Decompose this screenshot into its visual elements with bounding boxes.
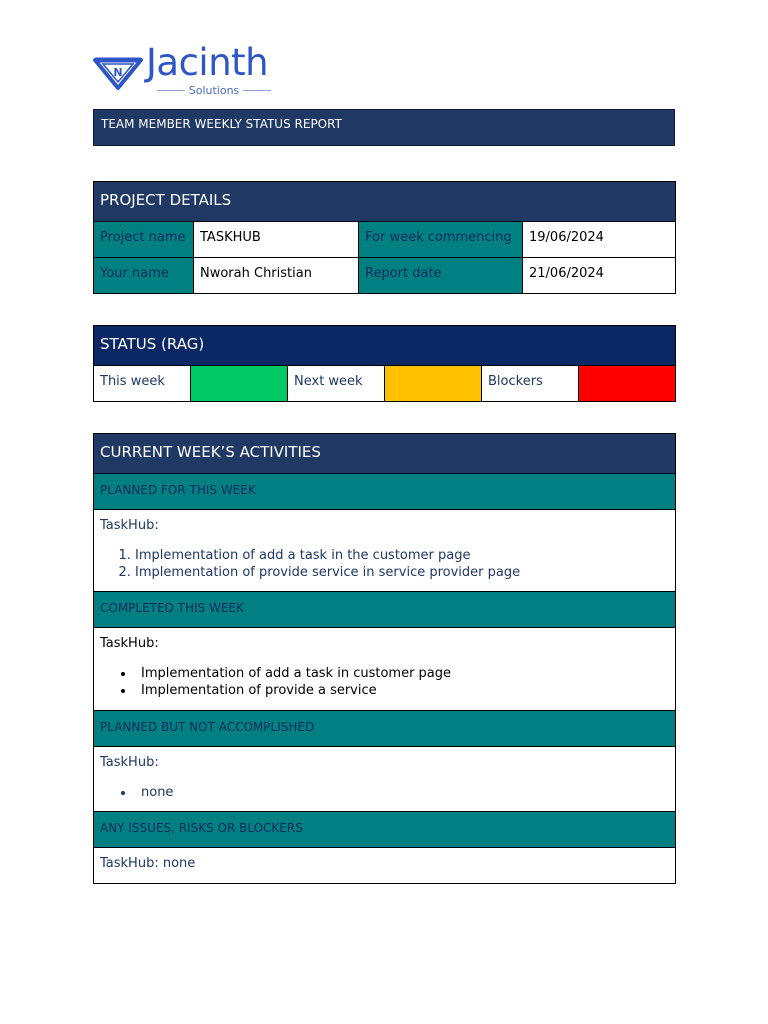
this-week-rag-indicator (191, 366, 288, 402)
planned-section (94, 510, 676, 592)
not-accomplished-lead: TaskHub: (100, 755, 159, 770)
week-commencing-value: 19/06/2024 (523, 222, 676, 258)
activities-table (93, 433, 676, 884)
project-details-heading: PROJECT DETAILS (94, 182, 676, 222)
next-week-label: Next week (288, 366, 385, 402)
list-item: • Implementation of add a task in customer page (135, 665, 669, 682)
project-details-table (93, 181, 676, 294)
blockers-label: Blockers (482, 366, 579, 402)
report-date-value: 21/06/2024 (523, 258, 676, 294)
logo-wordmark: Jacinth (146, 41, 269, 84)
this-week-label: This week (94, 366, 191, 402)
completed-list (100, 665, 669, 699)
project-name-label: Project name (94, 222, 194, 258)
your-name-label: Your name (94, 258, 194, 294)
not-accomplished-section (94, 747, 676, 812)
completed-lead: TaskHub: (100, 636, 159, 651)
logo-tagline-text: Solutions (188, 83, 240, 97)
logo-tagline (157, 83, 271, 97)
report-date-label: Report date (359, 258, 523, 294)
planned-lead: TaskHub: (100, 518, 159, 533)
report-title: TEAM MEMBER WEEKLY STATUS REPORT (93, 109, 675, 146)
completed-heading: COMPLETED THIS WEEK (94, 592, 676, 628)
your-name-value: Nworah Christian (194, 258, 359, 294)
issues-text: TaskHub: none (94, 848, 676, 884)
not-accomplished-list (100, 784, 669, 801)
status-rag-table (93, 325, 676, 402)
diamond-logo-icon (93, 52, 143, 92)
list-item: 1. Implementation of add a task in the customer page (135, 547, 669, 564)
issues-heading: ANY ISSUES, RISKS OR BLOCKERS (94, 812, 676, 848)
not-accomplished-heading: PLANNED BUT NOT ACCOMPLISHED (94, 711, 676, 747)
company-logo (93, 41, 293, 100)
blockers-rag-indicator (579, 366, 676, 402)
list-item: 2. Implementation of provide service in service provider page (135, 564, 669, 581)
completed-section (94, 628, 676, 711)
svg-text:N: N (113, 66, 123, 79)
list-item: • none (135, 784, 669, 801)
status-heading: STATUS (RAG) (94, 326, 676, 366)
planned-list (100, 547, 669, 581)
project-name-value: TASKHUB (194, 222, 359, 258)
week-commencing-label: For week commencing (359, 222, 523, 258)
next-week-rag-indicator (385, 366, 482, 402)
planned-heading: PLANNED FOR THIS WEEK (94, 474, 676, 510)
list-item: • Implementation of provide a service (135, 682, 669, 699)
activities-heading: CURRENT WEEK’S ACTIVITIES (94, 434, 676, 474)
